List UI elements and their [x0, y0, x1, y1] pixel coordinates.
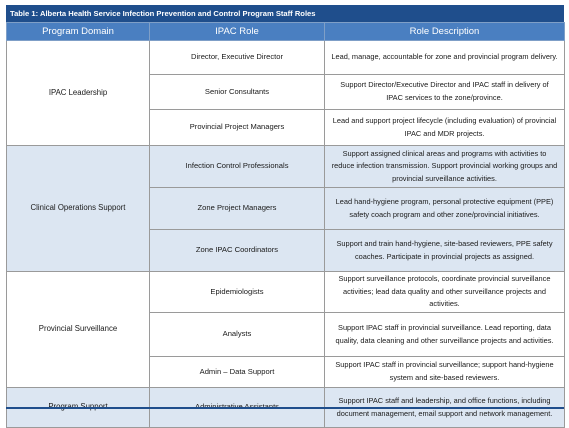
program-domain-cell: Provincial Surveillance [7, 272, 150, 388]
role-description-cell: Lead, manage, accountable for zone and provincial program delivery. [325, 41, 565, 75]
role-description-cell: Support IPAC staff in provincial surveillance; support hand-hygiene system and site-based reviewers. [325, 357, 565, 388]
staff-roles-table [6, 22, 565, 428]
ipac-role-cell: Senior Consultants [150, 75, 325, 110]
ipac-role-cell: Analysts [150, 313, 325, 357]
program-domain-cell: Clinical Operations Support [7, 146, 150, 272]
ipac-role-cell: Director, Executive Director [150, 41, 325, 75]
table-bottom-rule [6, 407, 564, 409]
column-header-ipac-role: IPAC Role [150, 23, 325, 41]
role-description-cell: Support Director/Executive Director and IPAC staff in delivery of IPAC services to the zone/province. [325, 75, 565, 110]
role-description-cell: Lead hand-hygiene program, personal protective equipment (PPE) safety coach program and other zone/provincial initiatives. [325, 188, 565, 230]
ipac-role-cell: Infection Control Professionals [150, 146, 325, 188]
table-caption: Table 1: Alberta Health Service Infection Prevention and Control Program Staff Roles [6, 5, 564, 22]
ipac-role-cell: Zone Project Managers [150, 188, 325, 230]
table-row [7, 272, 565, 313]
ipac-role-cell: Admin – Data Support [150, 357, 325, 388]
ipac-role-cell: Provincial Project Managers [150, 110, 325, 146]
ipac-role-cell: Epidemiologists [150, 272, 325, 313]
role-description-cell: Support IPAC staff in provincial surveillance. Lead reporting, data quality, data cleaning and other surveillance projects and activities. [325, 313, 565, 357]
role-description-cell: Support assigned clinical areas and programs with activities to reduce infection transmission. Support provincial working groups and provincial surveillance activities. [325, 146, 565, 188]
table-row [7, 41, 565, 75]
role-description-cell: Support IPAC staff and leadership, and office functions, including document management, email support and network management. [325, 388, 565, 428]
program-domain-cell: IPAC Leadership [7, 41, 150, 146]
header-row [7, 23, 565, 41]
column-header-program-domain: Program Domain [7, 23, 150, 41]
table-row [7, 146, 565, 188]
ipac-role-cell: Zone IPAC Coordinators [150, 230, 325, 272]
role-description-cell: Support and train hand-hygiene, site-based reviewers, PPE safety coaches. Participate in provincial projects as assigned. [325, 230, 565, 272]
role-description-cell: Lead and support project lifecycle (including evaluation) of provincial IPAC and MDR projects. [325, 110, 565, 146]
column-header-role-description: Role Description [325, 23, 565, 41]
role-description-cell: Support surveillance protocols, coordinate provincial surveillance activities; lead data quality and other surveillance projects and activities. [325, 272, 565, 313]
